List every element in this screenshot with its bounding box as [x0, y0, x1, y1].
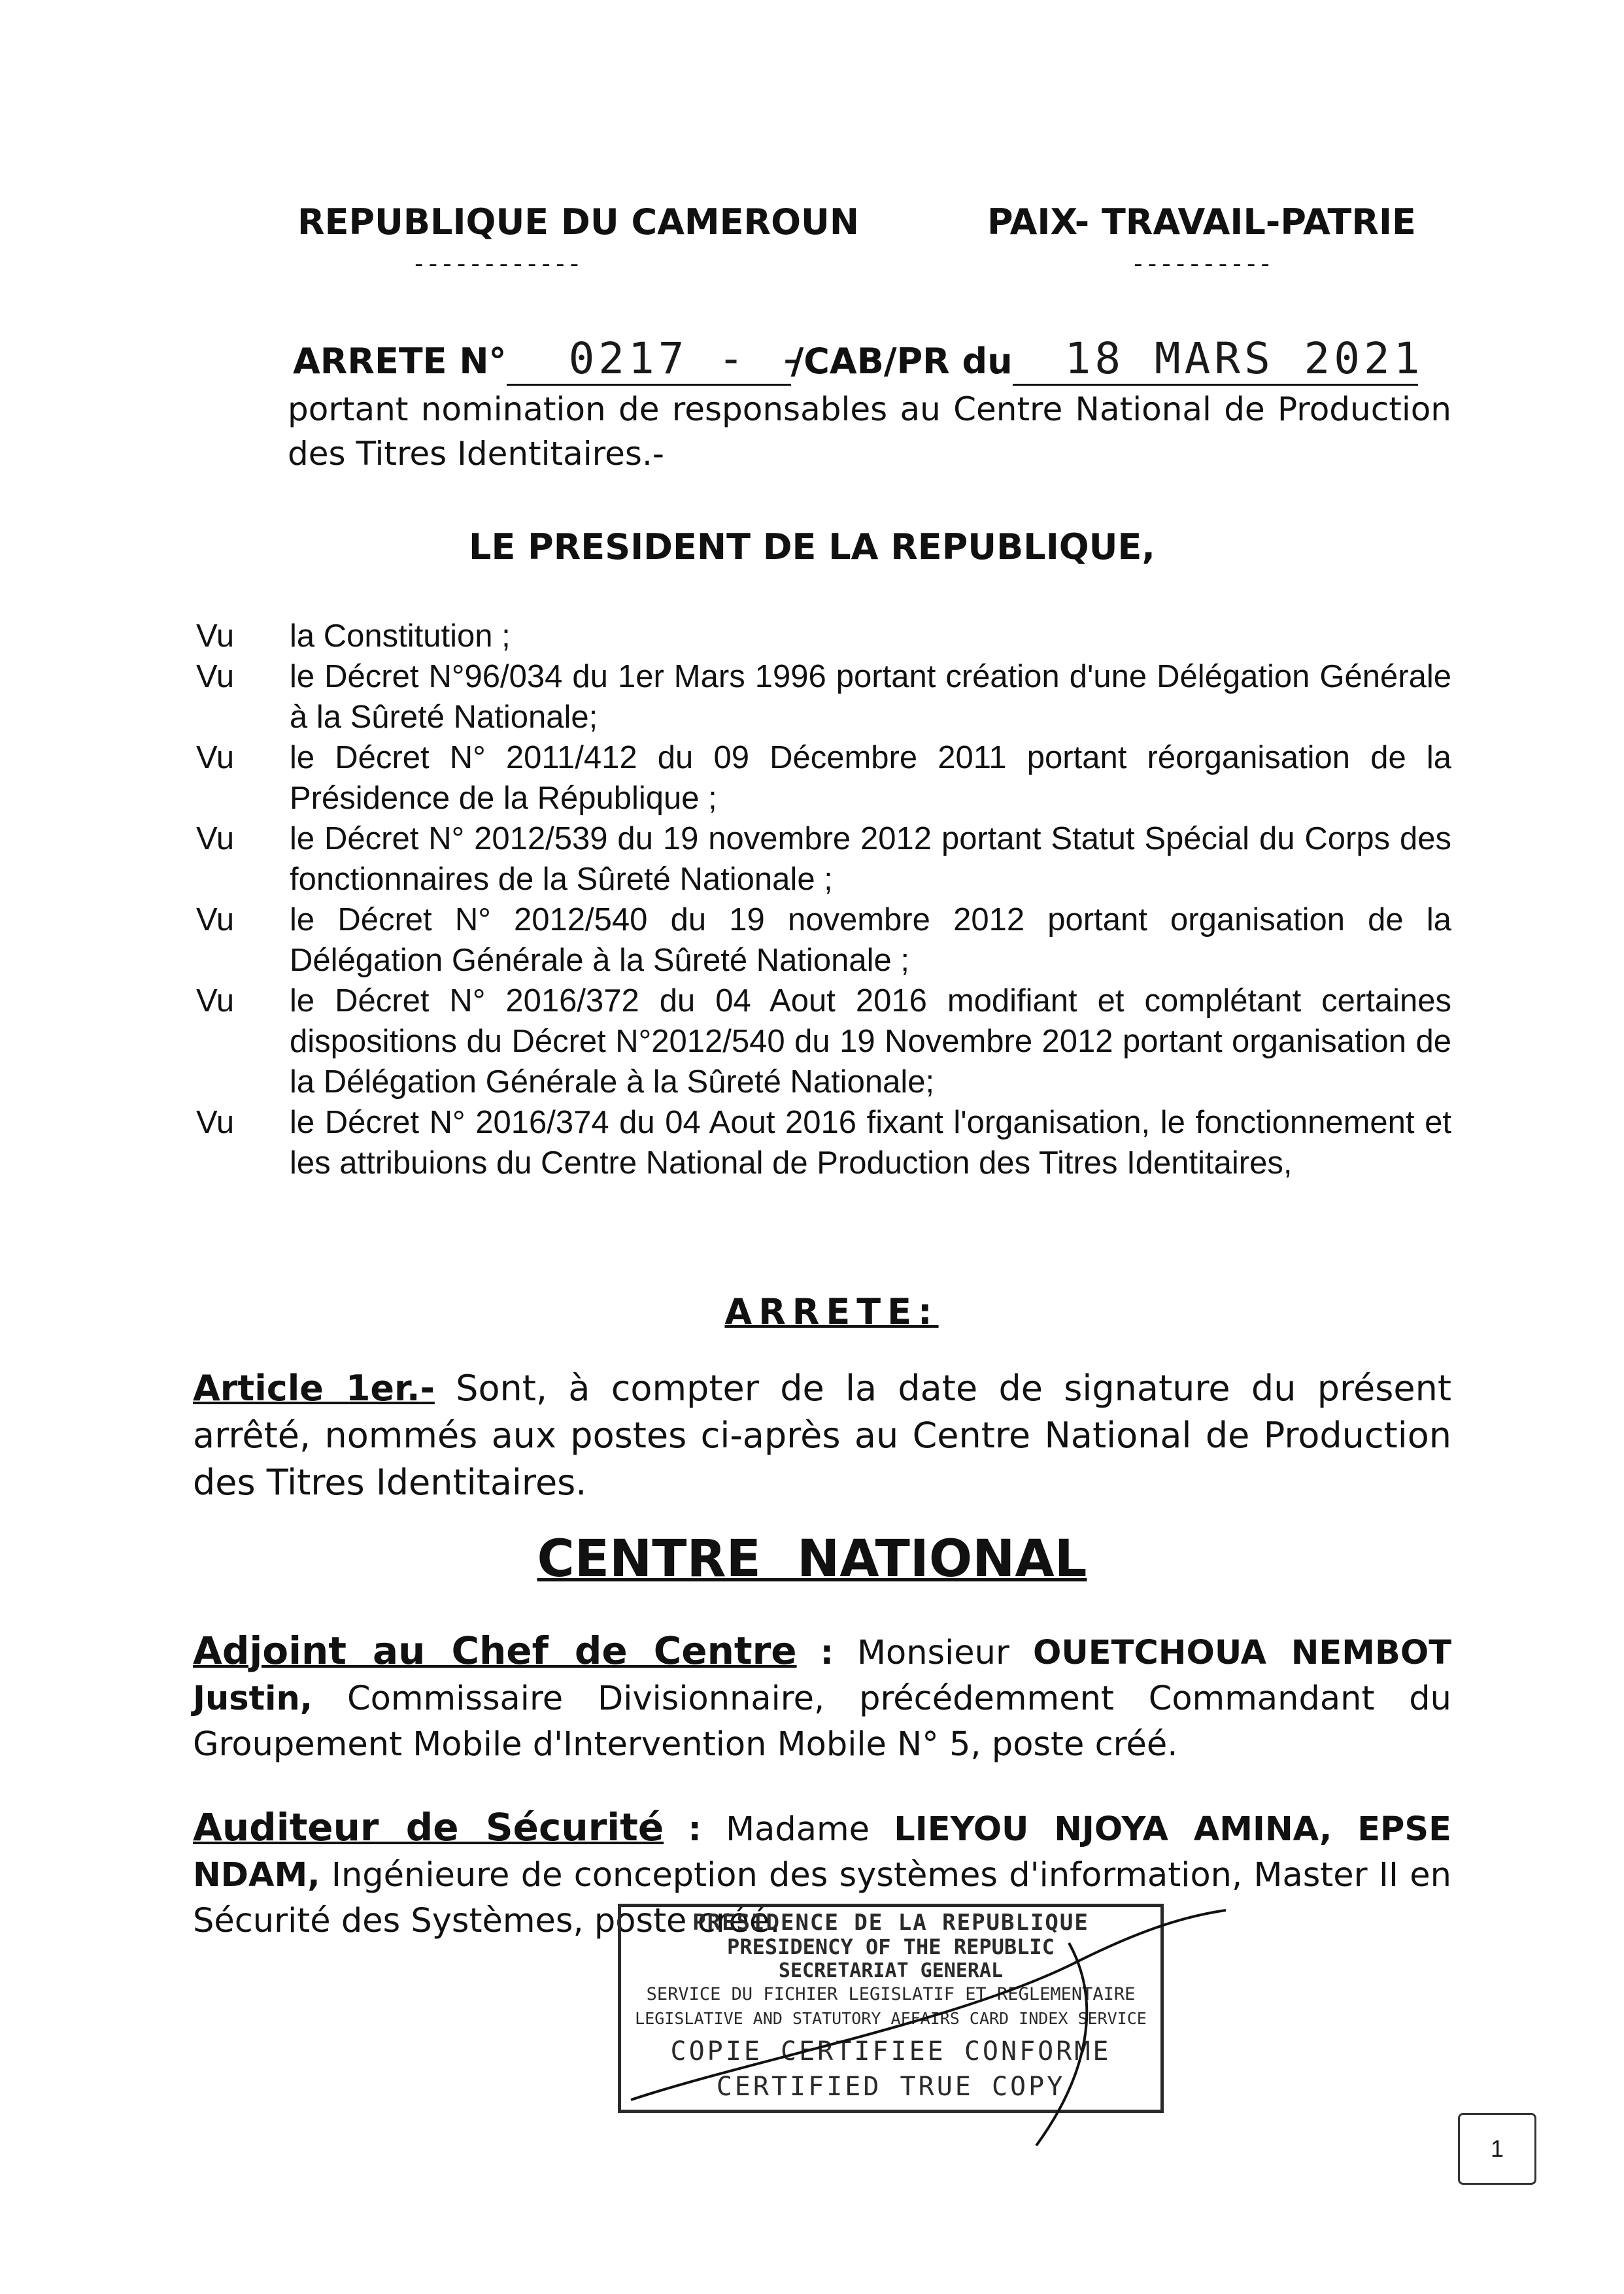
consideration-item [196, 656, 1451, 737]
appointment-adjoint [193, 1628, 1451, 1768]
article-1-label: Article 1er.- [193, 1368, 435, 1409]
vu-label: Vu [196, 1105, 235, 1140]
consideration-text: la Constitution ; [290, 618, 511, 654]
consideration-item [196, 737, 1451, 818]
appointee-title: Madame [726, 1810, 870, 1849]
article-1-text: Sont, à compter de la date de signature du présent arrêté, nommés aux postes ci-après au Centre National de Production des Titres Identitaires. [193, 1368, 1451, 1503]
post-separator: : [688, 1810, 702, 1849]
stamp-line: COPIE CERTIFIEE CONFORME [670, 2036, 1111, 2066]
consideration-item [196, 900, 1451, 981]
appointee-name: LIEYOU NJOYA AMINA, EPSE NDAM, [193, 1810, 1451, 1895]
appointee-title: Monsieur [857, 1634, 1009, 1672]
consideration-text: le Décret N° 2016/374 du 04 Aout 2016 fixant l'organisation, le fonctionnement et les attribuions du Centre National de Production des Titres Identitaires, [290, 1105, 1451, 1181]
page-number: 1 [1458, 2113, 1536, 2185]
stamp-line: LEGISLATIVE AND STATUTORY AFFAIRS CARD INDEX SERVICE [635, 2009, 1147, 2028]
consideration-text: le Décret N° 2016/372 du 04 Aout 2016 modifiant et complétant certaines dispositions du Décret N°2012/540 du 19 Novembre 2012 portant organisation de la Délégation Générale à la Sûreté Nationale; [290, 983, 1451, 1100]
post-label: Auditeur de Sécurité [193, 1805, 664, 1849]
vu-label: Vu [196, 659, 235, 694]
motto-header-rule: ---------- [1131, 252, 1273, 278]
signature-stroke-icon [618, 1904, 1164, 2113]
article-1 [193, 1365, 1451, 1506]
vu-label: Vu [196, 740, 235, 775]
vu-label: Vu [196, 983, 235, 1019]
republic-header: REPUBLIQUE DU CAMEROUN [297, 201, 860, 243]
section-title: CENTRE NATIONAL [537, 1530, 1087, 1589]
motto-header: PAIX- TRAVAIL-PATRIE [987, 201, 1416, 243]
appointee-details: Ingénieure de conception des systèmes d'information, Master II en Sécurité des Systèmes, poste créé. [193, 1856, 1451, 1940]
consideration-text: le Décret N° 2011/412 du 09 Décembre 2011 portant réorganisation de la Présidence de la République ; [290, 740, 1451, 816]
arrete-number-line [293, 333, 1424, 386]
consideration-item [196, 818, 1451, 900]
consideration-item [196, 981, 1451, 1102]
consideration-text: le Décret N° 2012/539 du 19 novembre 2012 portant Statut Spécial du Corps des fonctionnaires de la Sûreté Nationale ; [290, 821, 1451, 897]
arrete-number: 0217 - - [507, 333, 791, 386]
stamp-line: SECRETARIAT GENERAL [778, 1959, 1004, 1982]
arrete-date: 18 MARS 2021 [1013, 333, 1418, 386]
considerations-list [196, 616, 1451, 1183]
consideration-text: le Décret N°96/034 du 1er Mars 1996 portant création d'une Délégation Générale à la Sûreté Nationale; [290, 659, 1451, 735]
stamp-line: CERTIFIED TRUE COPY [716, 2072, 1066, 2102]
president-heading: LE PRESIDENT DE LA REPUBLIQUE, [469, 526, 1155, 567]
arrete-suffix: /CAB/PR du [790, 341, 1013, 382]
appointee-details: Commissaire Divisionnaire, précédemment Commandant du Groupement Mobile d'Intervention Mobile N° 5, poste créé. [193, 1679, 1451, 1764]
republic-header-rule: ------------ [412, 252, 582, 278]
appointee-name: OUETCHOUA NEMBOT Justin, [193, 1634, 1451, 1718]
post-separator: : [820, 1634, 834, 1672]
consideration-item [196, 1102, 1451, 1183]
post-label: Adjoint au Chef de Centre [193, 1628, 797, 1673]
arrete-subject: portant nomination de responsables au Centre National de Production des Titres Identitaires.- [288, 390, 1451, 473]
arrete-prefix: ARRETE N° [293, 341, 507, 382]
vu-label: Vu [196, 902, 235, 937]
stamp-line: PRESIDENCE DE LA REPUBLIQUE [692, 1910, 1089, 1936]
consideration-text: le Décret N° 2012/540 du 19 novembre 2012 portant organisation de la Délégation Générale à la Sûreté Nationale ; [290, 902, 1451, 978]
vu-label: Vu [196, 618, 235, 654]
arrete-heading: ARRETE: [724, 1291, 939, 1332]
certified-copy-stamp [618, 1904, 1164, 2113]
stamp-line: SERVICE DU FICHIER LEGISLATIF ET REGLEMENTAIRE [646, 1984, 1136, 2004]
stamp-line: PRESIDENCY OF THE REPUBLIC [727, 1934, 1055, 1959]
consideration-item [196, 616, 1451, 656]
vu-label: Vu [196, 821, 235, 856]
